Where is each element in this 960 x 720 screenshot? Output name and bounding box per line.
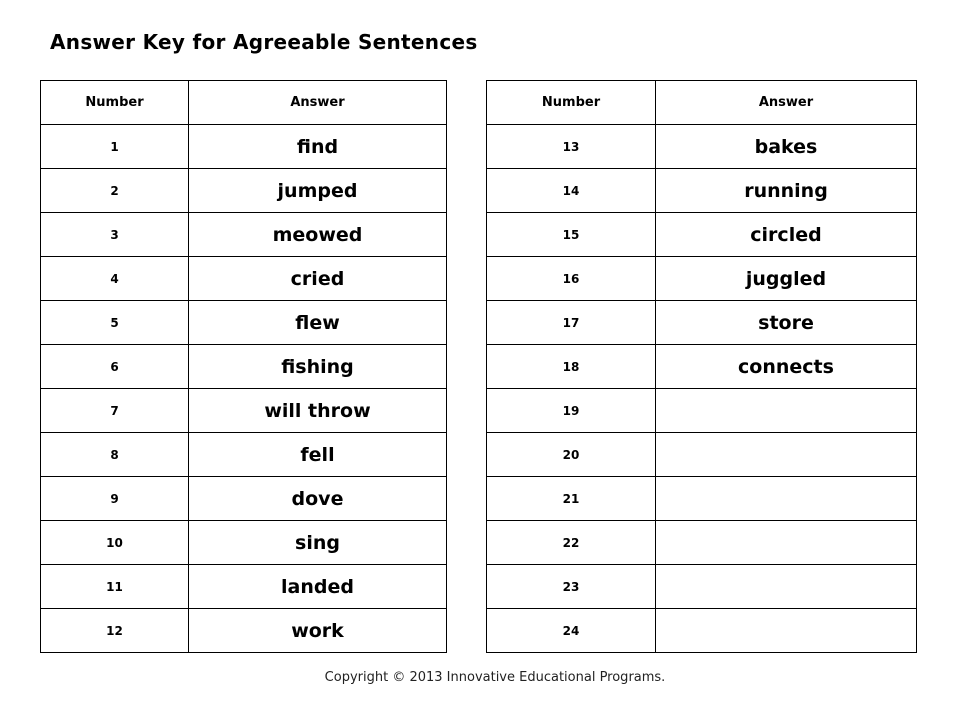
row-answer: landed: [189, 565, 447, 609]
table-row: [487, 213, 917, 257]
table-row: [487, 345, 917, 389]
answer-column-header: Answer: [189, 81, 447, 125]
row-answer: sing: [189, 521, 447, 565]
table-row: [487, 257, 917, 301]
table-row: [487, 477, 917, 521]
table-row: [41, 301, 447, 345]
row-answer: circled: [656, 213, 917, 257]
row-number: 13: [487, 125, 656, 169]
number-column-header: Number: [41, 81, 189, 125]
table-row: [487, 433, 917, 477]
row-answer: [656, 609, 917, 653]
row-number: 22: [487, 521, 656, 565]
answer-table-left: [40, 80, 447, 653]
row-number: 8: [41, 433, 189, 477]
row-number: 3: [41, 213, 189, 257]
table-row: [41, 565, 447, 609]
row-answer: running: [656, 169, 917, 213]
row-answer: juggled: [656, 257, 917, 301]
table-row: [41, 477, 447, 521]
row-answer: meowed: [189, 213, 447, 257]
row-number: 9: [41, 477, 189, 521]
row-answer: will throw: [189, 389, 447, 433]
row-answer: dove: [189, 477, 447, 521]
table-row: [41, 433, 447, 477]
row-number: 21: [487, 477, 656, 521]
row-answer: find: [189, 125, 447, 169]
row-answer: work: [189, 609, 447, 653]
row-number: 12: [41, 609, 189, 653]
row-number: 19: [487, 389, 656, 433]
number-column-header: Number: [487, 81, 656, 125]
row-number: 18: [487, 345, 656, 389]
row-answer: bakes: [656, 125, 917, 169]
table-row: [41, 521, 447, 565]
row-answer: connects: [656, 345, 917, 389]
table-row: [41, 345, 447, 389]
table-row: [41, 213, 447, 257]
row-number: 17: [487, 301, 656, 345]
row-number: 11: [41, 565, 189, 609]
table-row: [487, 125, 917, 169]
page-title: Answer Key for Agreeable Sentences: [50, 30, 478, 54]
answer-column-header: Answer: [656, 81, 917, 125]
table-row: [41, 169, 447, 213]
table-header-row: [487, 81, 917, 125]
table-header-row: [41, 81, 447, 125]
row-number: 6: [41, 345, 189, 389]
table-row: [487, 609, 917, 653]
row-answer: [656, 433, 917, 477]
row-answer: [656, 389, 917, 433]
table-row: [487, 169, 917, 213]
table-row: [41, 389, 447, 433]
row-number: 23: [487, 565, 656, 609]
table-row: [487, 301, 917, 345]
row-answer: [656, 565, 917, 609]
row-answer: cried: [189, 257, 447, 301]
copyright-notice: Copyright © 2013 Innovative Educational Programs.: [324, 670, 666, 685]
table-row: [41, 257, 447, 301]
row-number: 1: [41, 125, 189, 169]
row-number: 5: [41, 301, 189, 345]
table-row: [487, 389, 917, 433]
table-row: [487, 521, 917, 565]
row-number: 15: [487, 213, 656, 257]
table-row: [487, 565, 917, 609]
table-row: [41, 125, 447, 169]
row-number: 20: [487, 433, 656, 477]
row-answer: [656, 521, 917, 565]
row-answer: flew: [189, 301, 447, 345]
row-number: 4: [41, 257, 189, 301]
row-answer: store: [656, 301, 917, 345]
row-number: 10: [41, 521, 189, 565]
row-number: 24: [487, 609, 656, 653]
row-answer: fell: [189, 433, 447, 477]
row-number: 2: [41, 169, 189, 213]
row-answer: [656, 477, 917, 521]
row-number: 7: [41, 389, 189, 433]
row-number: 14: [487, 169, 656, 213]
table-row: [41, 609, 447, 653]
row-number: 16: [487, 257, 656, 301]
answer-table-right: [486, 80, 917, 653]
row-answer: fishing: [189, 345, 447, 389]
row-answer: jumped: [189, 169, 447, 213]
